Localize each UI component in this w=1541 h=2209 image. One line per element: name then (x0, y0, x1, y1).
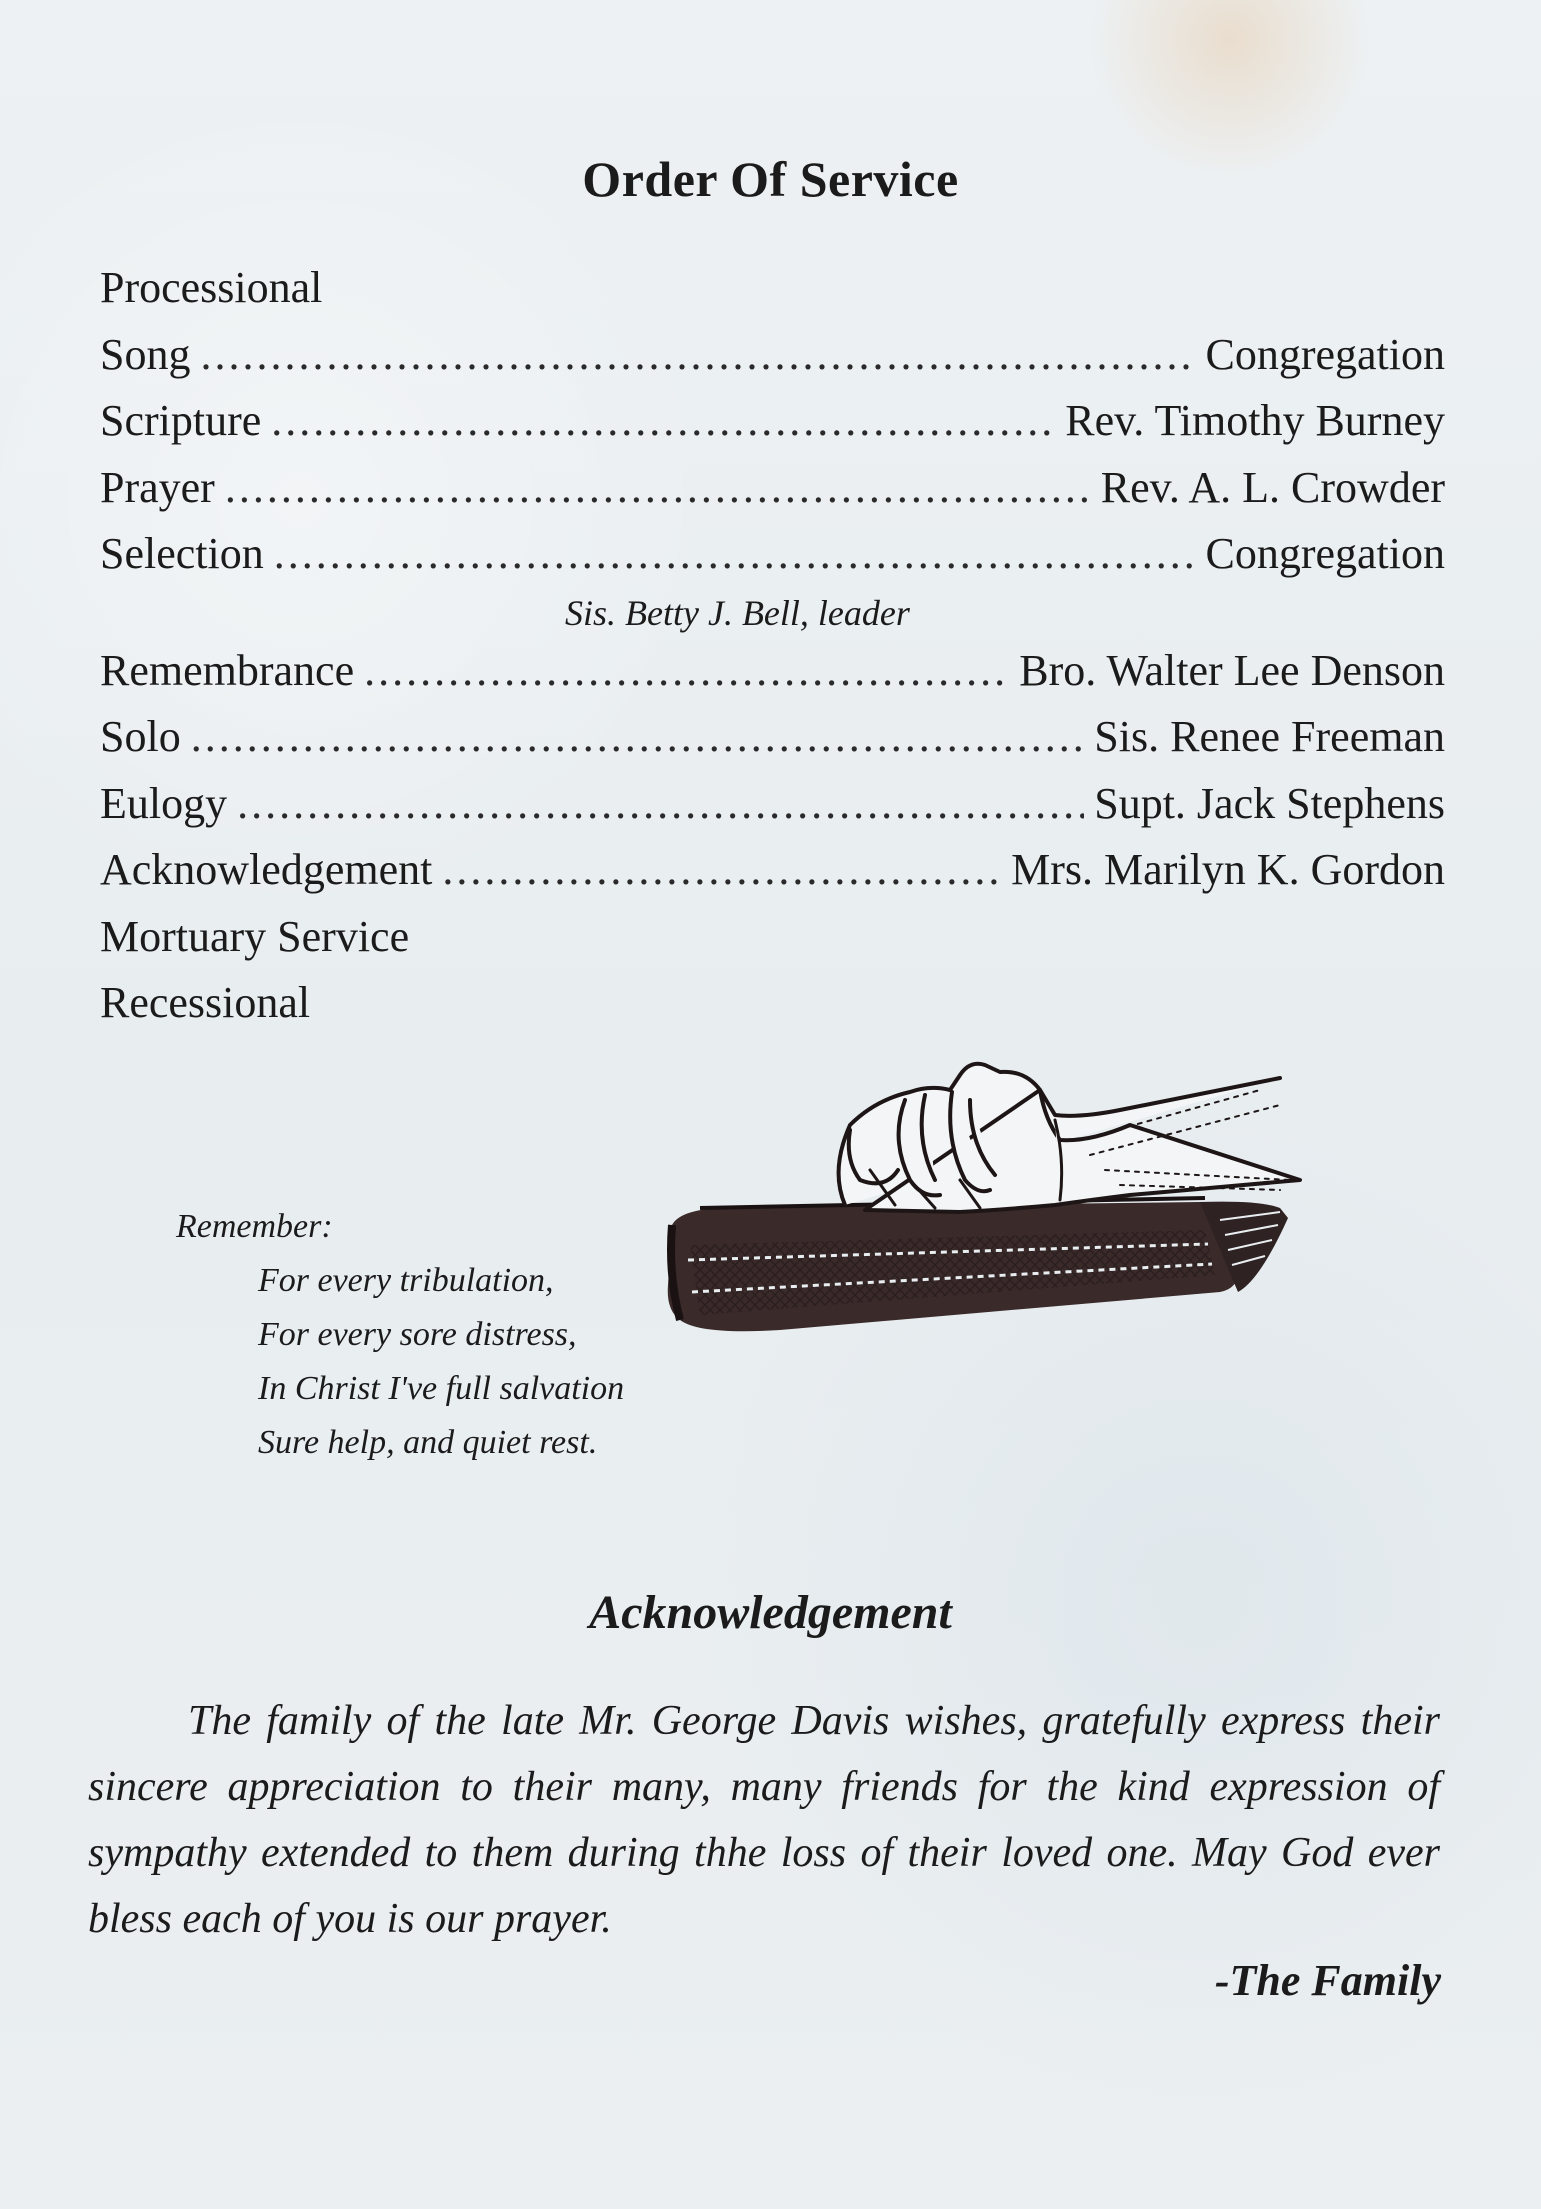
dot-leader (271, 388, 1055, 454)
service-item-mortuary-service (100, 904, 1445, 971)
service-item-selection (100, 521, 1445, 588)
service-item-label: Remembrance (100, 645, 355, 695)
service-item-person: Congregation (1205, 529, 1445, 578)
dot-leader (225, 455, 1091, 521)
service-item-remembrance (100, 638, 1445, 705)
service-item-recessional (100, 970, 1445, 1037)
selection-leader-note: Sis. Betty J. Bell, leader (565, 592, 910, 633)
dot-leader (191, 704, 1085, 770)
verse-line: Sure help, and quiet rest. (258, 1424, 598, 1461)
order-of-service-title: Order Of Service (582, 151, 959, 207)
remember-verse (176, 1200, 624, 1470)
service-item-person: Mrs. Marilyn K. Gordon (1011, 845, 1445, 894)
service-item-prayer (100, 455, 1445, 522)
praying-hands-illustration (839, 1064, 1300, 1212)
bible-illustration (668, 1198, 1288, 1331)
service-item-label: Mortuary Service (100, 911, 410, 961)
acknowledgement-body: The family of the late Mr. George Davis wishes, gratefully express their sincere appreciation to their many, many friends for the kind expression of sympathy extended to them during thhe loss of their loved one. May God ever bless each of you is our prayer. (88, 1698, 1440, 1942)
praying-hands-on-bible-icon (660, 1030, 1340, 1360)
service-item-person: Sis. Renee Freeman (1094, 712, 1445, 761)
dot-leader (364, 638, 1009, 704)
verse-line: For every tribulation, (258, 1262, 554, 1299)
dot-leader (200, 322, 1195, 388)
service-item-acknowledgement (100, 837, 1445, 904)
service-item-person: Supt. Jack Stephens (1094, 778, 1445, 828)
service-item-person: Congregation (1205, 329, 1445, 379)
service-item-label: Selection (100, 529, 264, 578)
service-item-label: Scripture (100, 396, 262, 445)
service-item-solo (100, 704, 1445, 771)
service-item-person: Bro. Walter Lee Denson (1019, 645, 1445, 695)
service-item-processional (100, 255, 1445, 322)
acknowledgement-title: Acknowledgement (589, 1586, 952, 1639)
service-item-label: Prayer (100, 462, 215, 512)
dot-leader (274, 521, 1196, 587)
service-item-label: Song (100, 329, 191, 379)
verse-line: For every sore distress, (258, 1316, 577, 1353)
service-item-label: Processional (100, 263, 323, 312)
family-signature: -The Family (1214, 1956, 1441, 2005)
service-item-person: Rev. A. L. Crowder (1100, 462, 1445, 512)
dot-leader (442, 837, 1001, 903)
verse-line: In Christ I've full salvation (258, 1370, 625, 1407)
order-of-service-list (100, 255, 1445, 1037)
service-item-label: Acknowledgement (100, 845, 433, 894)
service-item-label: Recessional (100, 978, 311, 1027)
service-item-song (100, 322, 1445, 389)
service-item-label: Solo (100, 712, 181, 761)
remember-label: Remember: (176, 1208, 333, 1245)
dot-leader (237, 771, 1084, 837)
service-item-label: Eulogy (100, 778, 228, 828)
service-item-eulogy (100, 771, 1445, 838)
service-item-person: Rev. Timothy Burney (1065, 396, 1445, 445)
service-item-scripture (100, 388, 1445, 455)
